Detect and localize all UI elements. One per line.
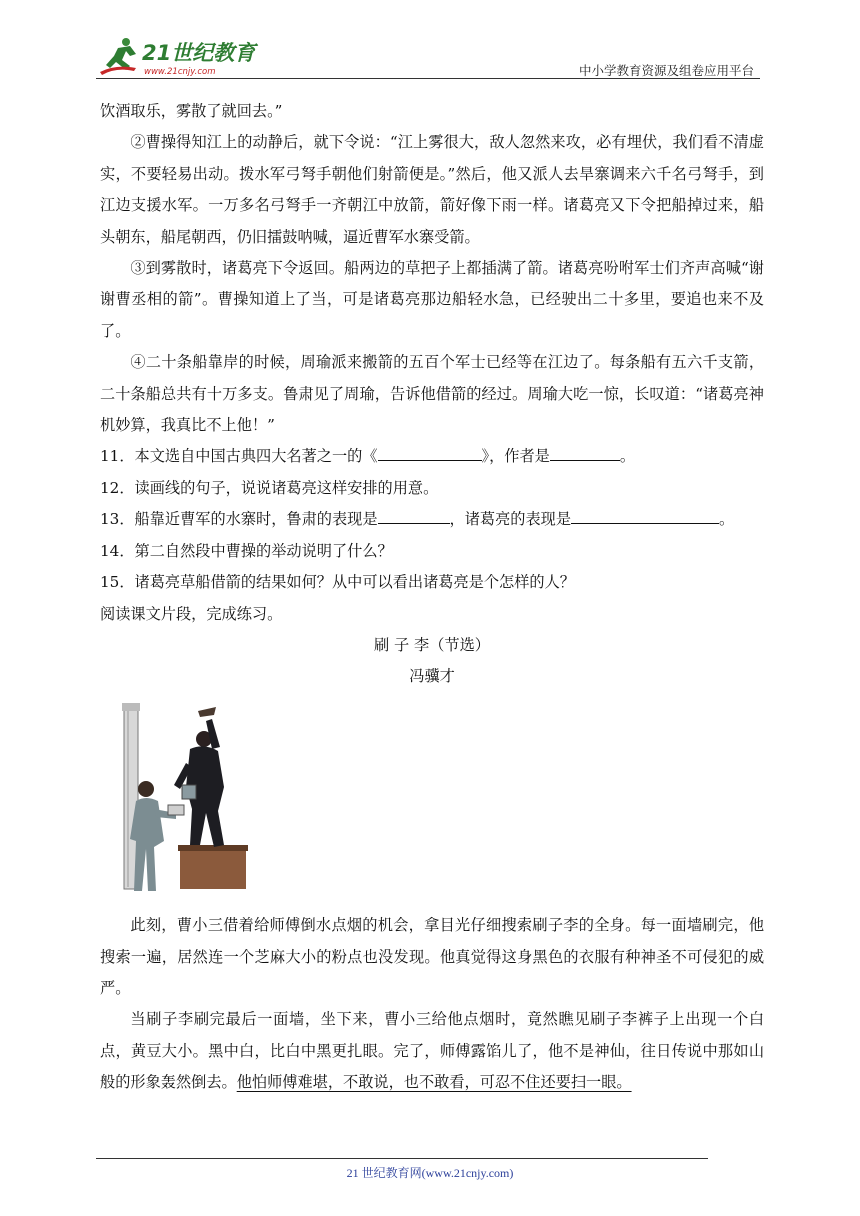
question-15: 15．诸葛亮草船借箭的结果如何？从中可以看出诸葛亮是个怎样的人？ bbox=[100, 573, 575, 592]
question-14: 14．第二自然段中曹操的举动说明了什么？ bbox=[100, 541, 393, 560]
question-12: 12．读画线的句子，说说诸葛亮这样安排的用意。 bbox=[100, 478, 439, 497]
svg-text:www.21cnjy.com: www.21cnjy.com bbox=[144, 67, 216, 77]
answer-blank[interactable] bbox=[571, 505, 719, 524]
footer-divider bbox=[96, 1158, 708, 1159]
header-divider bbox=[96, 78, 760, 79]
question-13 bbox=[100, 504, 764, 535]
question-text: ，诸葛亮的表现是 bbox=[449, 510, 572, 529]
question-11 bbox=[100, 441, 764, 472]
question-text: 》，作者是 bbox=[481, 447, 550, 466]
underlined-sentence: 他怕师傅难堪，不敢说，也不敢看，可忍不住还要扫一眼。 bbox=[236, 1073, 632, 1092]
platform-name: 中小学教育资源及组卷应用平台 bbox=[578, 63, 754, 78]
question-text: 。 bbox=[719, 510, 735, 529]
answer-blank[interactable] bbox=[378, 505, 450, 524]
answer-blank[interactable] bbox=[550, 442, 620, 461]
passage-title: 刷 子 李（节选） bbox=[374, 635, 490, 654]
runner-icon bbox=[100, 38, 136, 75]
paragraph: 此刻，曹小三借着给师傅倒水点烟的机会，拿目光仔细搜索刷子李的全身。每一面墙刷完，他搜索一遍，居然连一个芝麻大小的粉点也没发现。他真觉得这身黑色的衣服有种神圣不可侵犯的威严。 bbox=[100, 916, 764, 997]
reading-instruction: 阅读课文片段，完成练习。 bbox=[100, 604, 283, 623]
question-text: 11．本文选自中国古典四大名著之一的《 bbox=[100, 447, 378, 466]
question-text: 13．船靠近曹军的水寨时，鲁肃的表现是 bbox=[100, 510, 378, 529]
answer-blank[interactable] bbox=[378, 442, 482, 461]
footer-text[interactable]: 21 世纪教育网(www.21cnjy.com) bbox=[346, 1166, 514, 1180]
paragraph: ④二十条船靠岸的时候，周瑜派来搬箭的五百个军士已经等在江边了。每条船有五六千支箭，二十条船总共有十万多支。鲁肃见了周瑜，告诉他借箭的经过。周瑜大吃一惊，长叹道：“诸葛亮神机妙算，我真比不上他！” bbox=[100, 353, 764, 435]
site-logo bbox=[96, 34, 266, 80]
page-header bbox=[96, 34, 760, 80]
passage-author: 冯骥才 bbox=[409, 667, 455, 686]
paragraph: 饮酒取乐，雾散了就回去。” bbox=[100, 102, 283, 120]
paragraph: ②曹操得知江上的动静后，就下令说：“江上雾很大，敌人忽然来攻，必有埋伏，我们看不清虚实，不要轻易出动。拨水军弓弩手朝他们射箭便是。”然后，他又派人去旱寨调来六千名弓弩手，到江边支援水军。一万多名弓弩手一齐朝江中放箭，箭好像下雨一样。诸葛亮又下令把船掉过来，船头朝东，船尾朝西，仍旧擂鼓呐喊，逼近曹军水寨受箭。 bbox=[100, 133, 764, 246]
svg-text:21世纪教育: 21世纪教育 bbox=[142, 41, 256, 65]
document-body bbox=[100, 96, 764, 1099]
paragraph-text: 当刷子李刷完最后一面墙，坐下来，曹小三给他点烟时，竟然瞧见刷子李裤子上出现一个白点，黄豆大小。黑中白，比白中黑更扎眼。完了，师傅露馅儿了，他不是神仙，往日传说中那如山般的形象轰然倒去。 bbox=[100, 1010, 764, 1092]
illustration-painter bbox=[120, 701, 248, 893]
paragraph bbox=[100, 1004, 764, 1098]
question-text: 。 bbox=[619, 447, 636, 466]
paragraph: ③到雾散时，诸葛亮下令返回。船两边的草把子上都插满了箭。诸葛亮吩咐军士们齐声高喊“谢谢曹丞相的箭”。曹操知道上了当，可是诸葛亮那边船轻水急，已经驶出二十多里，要追也来不及了。 bbox=[100, 259, 764, 340]
